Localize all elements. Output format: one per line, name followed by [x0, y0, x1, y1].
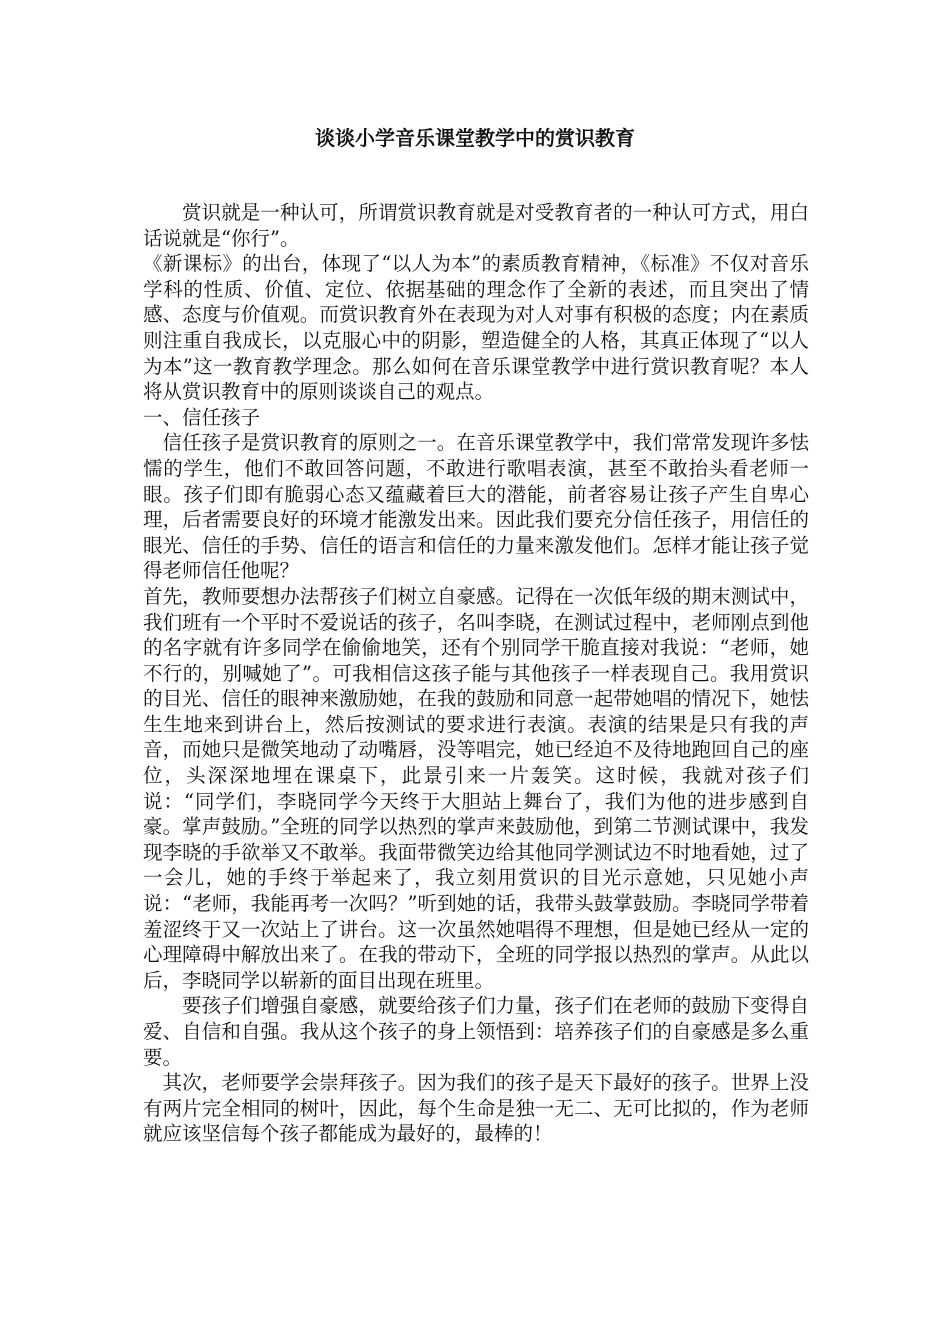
- paragraph-pride-summary: 要孩子们增强自豪感，就要给孩子们力量，孩子们在老师的鼓励下变得自爱、自信和自强。我从这个孩子的身上领悟到：培养孩子们的自豪感是多么重要。: [143, 994, 809, 1069]
- document-body: [143, 200, 809, 1147]
- section-heading-trust: 一、信任孩子: [143, 405, 261, 429]
- paragraph-pride-example: 首先，教师要想办法帮孩子们树立自豪感。记得在一次低年级的期末测试中，我们班有一个平时不爱说话的孩子，名叫李晓，在测试过程中，老师刚点到他的名字就有许多同学在偷偷地笑，还有个别同学干脆直接对我说：“老师，她不行的，别喊她了”。可我相信这孩子能与其他孩子一样表现自己。我用赏识的目光、信任的眼神来激励她，在我的鼓励和同意一起带她唱的情况下，她怯生生地来到讲台上，然后按测试的要求进行表演。表演的结果是只有我的声音，而她只是微笑地动了动嘴唇，没等唱完，她已经迫不及待地跑回自己的座位，头深深地埋在课桌下，此景引来一片轰笑。这时候，我就对孩子们说：“同学们，李晓同学今天终于大胆站上舞台了，我们为他的进步感到自豪。掌声鼓励。”全班的同学以热烈的掌声来鼓励他，到第二节测试课中，我发现李晓的手欲举又不敢举。我面带微笑边给其他同学测试边不时地看她，过了一会儿，她的手终于举起来了，我立刻用赏识的目光示意她，只见她小声说：“老师，我能再考一次吗？”听到她的话，我带头鼓掌鼓励。李晓同学带着羞涩终于又一次站上了讲台。这一次虽然她唱得不理想，但是她已经从一定的心理障碍中解放出来了。在我的带动下，全班的同学报以热烈的掌声。从此以后，李晓同学以崭新的面目出现在班里。: [143, 584, 809, 992]
- paragraph-definition: 赏识就是一种认可，所谓赏识教育就是对受教育者的一种认可方式，用白话说就是“你行”。: [143, 201, 809, 250]
- paragraph-curriculum: 《新课标》的出台，体现了“以人为本”的素质教育精神，《标准》不仅对音乐学科的性质、价值、定位、依据基础的理念作了全新的表述，而且突出了情感、态度与价值观。而赏识教育外在表现为对人对事有积极的态度；内在素质则注重自我成长，以克服心中的阴影，塑造健全的人格，其真正体现了“以人为本”这一教育教学理念。那么如何在音乐课堂教学中进行赏识教育呢？本人将从赏识教育中的原则谈谈自己的观点。: [143, 252, 809, 404]
- paragraph-trust-principle: 信任孩子是赏识教育的原则之一。在音乐课堂教学中，我们常常发现许多怯懦的学生，他们不敢回答问题，不敢进行歌唱表演，甚至不敢抬头看老师一眼。孩子们即有脆弱心态又蕴藏着巨大的潜能，前者容易让孩子产生自卑心理，后者需要良好的环境才能激发出来。因此我们要充分信任孩子，用信任的眼光、信任的手势、信任的语言和信任的力量来激发他们。怎样才能让孩子觉得老师信任他呢？: [143, 431, 809, 583]
- paragraph-admire-children: 其次，老师要学会崇拜孩子。因为我们的孩子是天下最好的孩子。世界上没有两片完全相同的树叶，因此，每个生命是独一无二、无可比拟的，作为老师就应该坚信每个孩子都能成为最好的，最棒的！: [143, 1071, 809, 1146]
- document-title: 谈谈小学音乐课堂教学中的赏识教育: [315, 126, 635, 150]
